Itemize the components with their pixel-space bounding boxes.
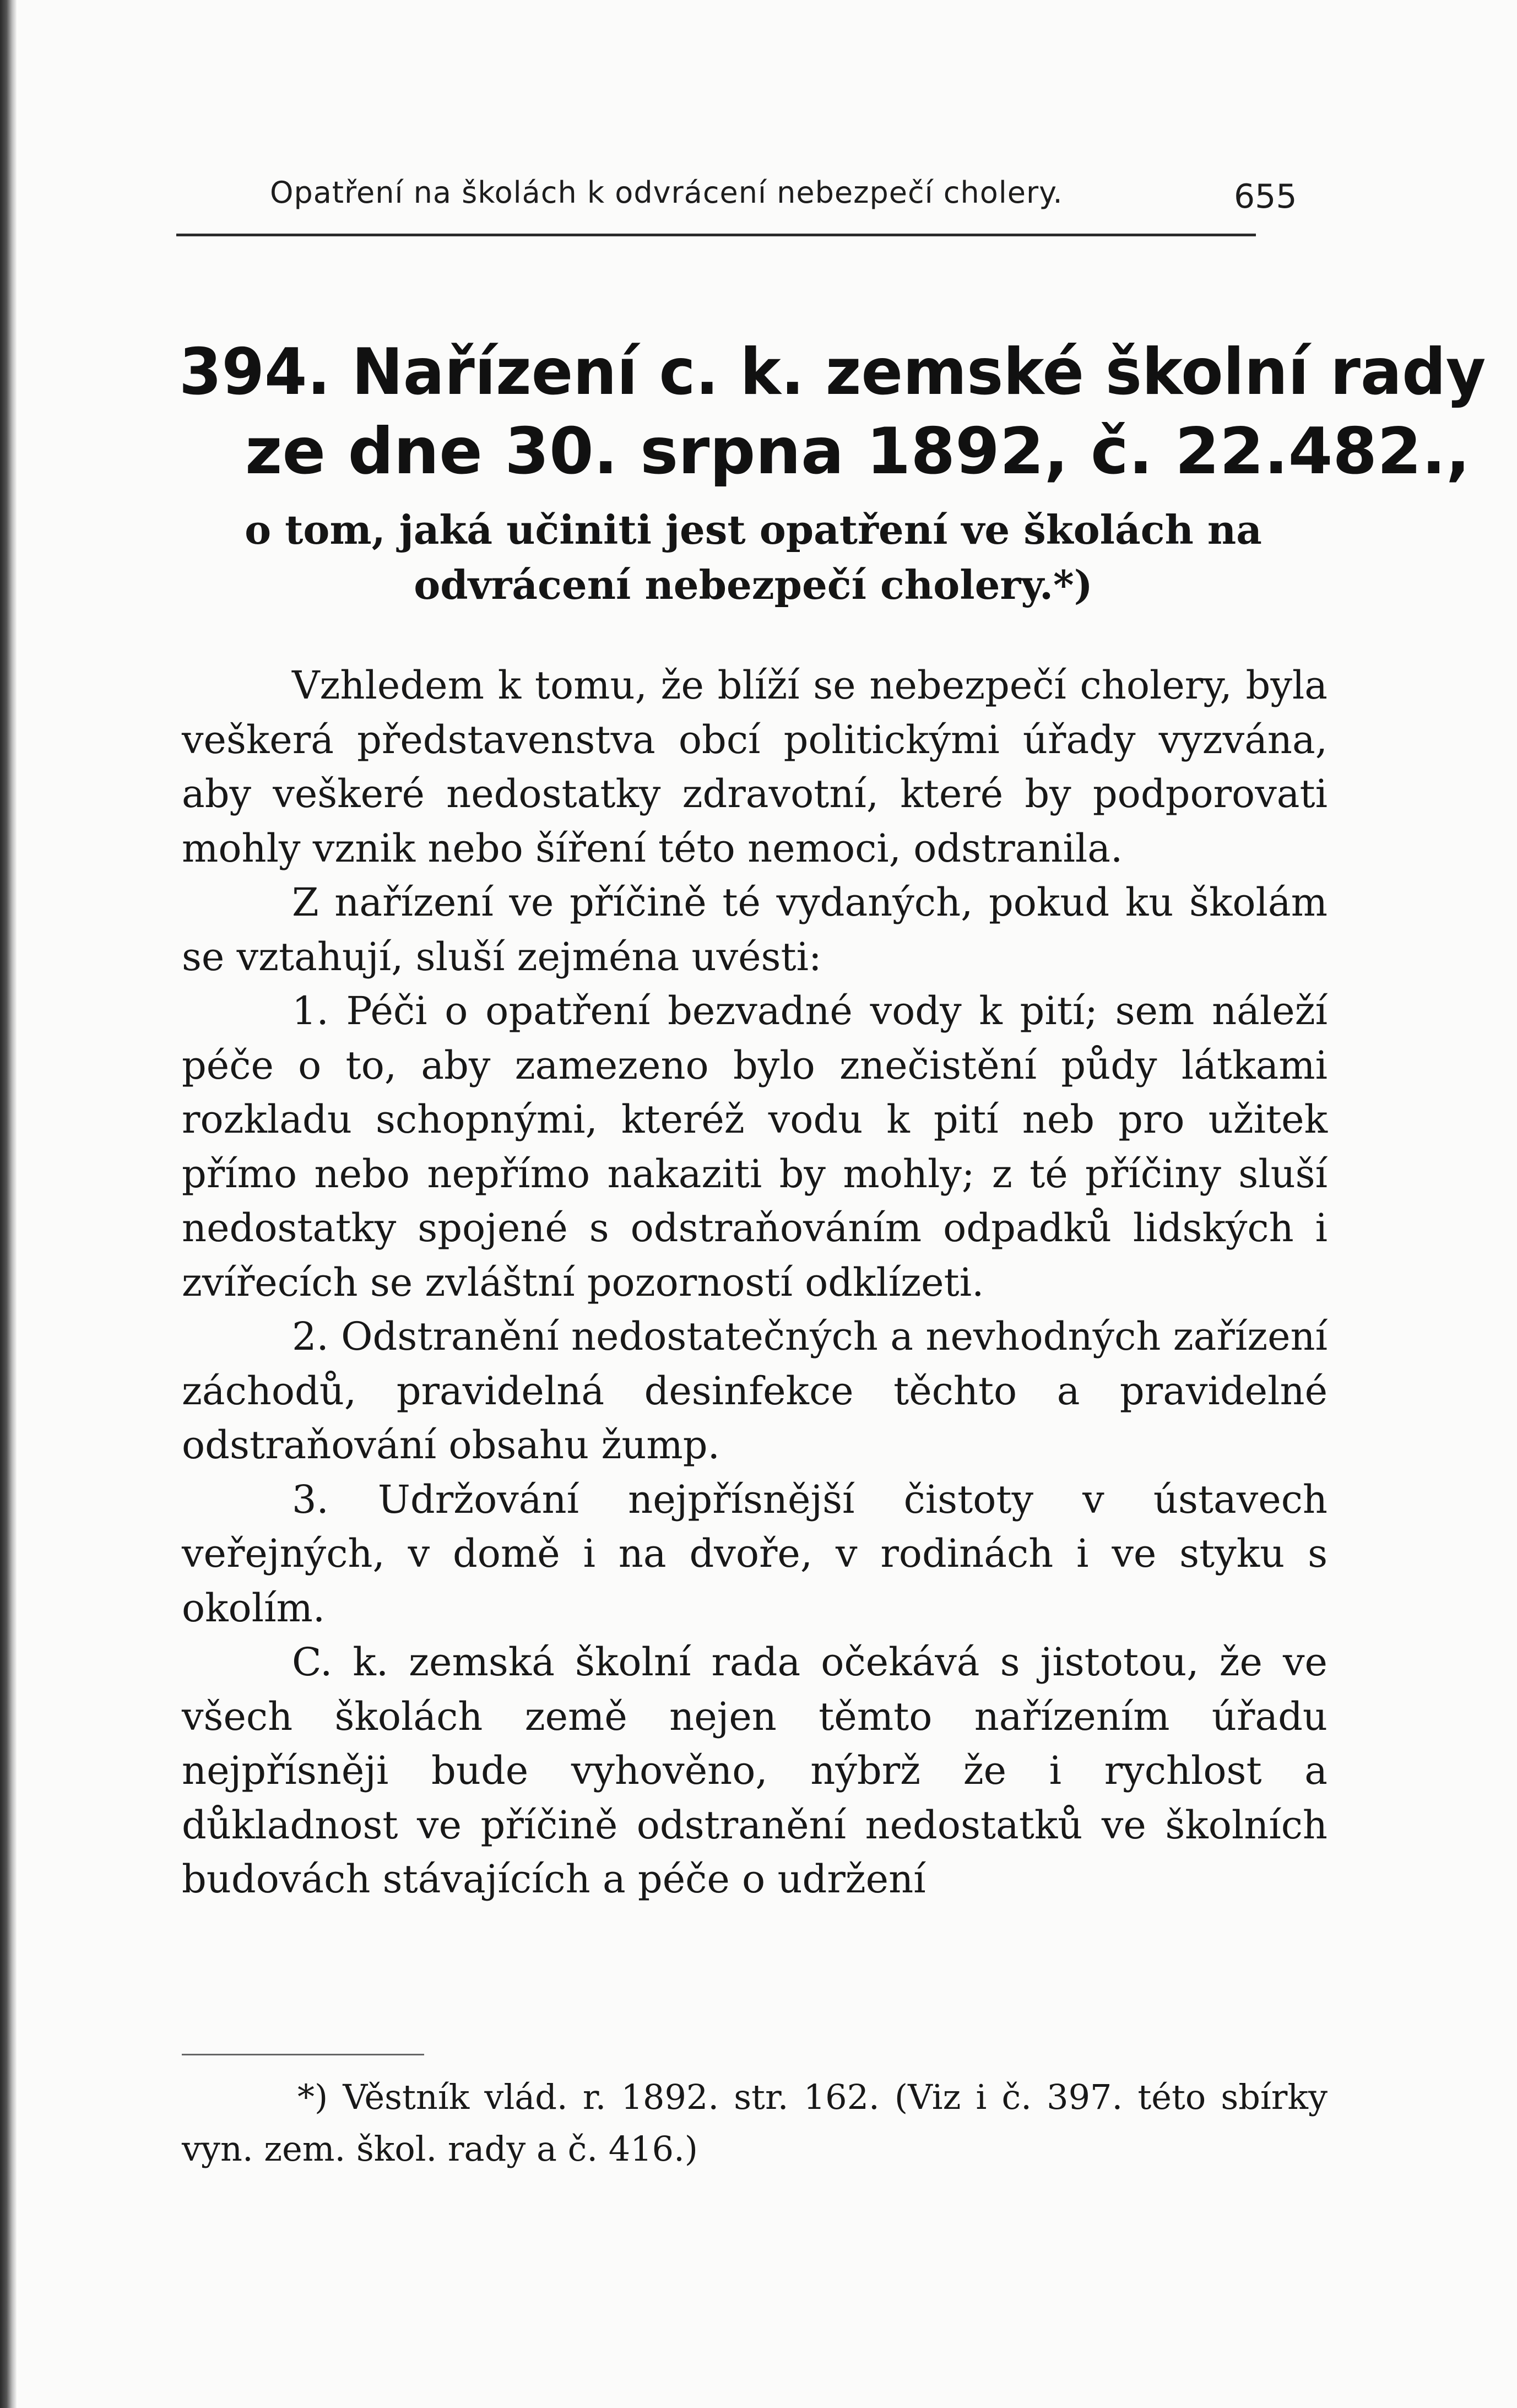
numbered-paragraph-2: 2. Odstranění nedostatečných a nevhodných zařízení záchodů, pravidelná desinfekce těchto a pravidelné odstraňování obsahu žump. <box>182 1314 1328 1468</box>
document-title-line-2: ze dne 30. srpna 1892, č. 22.482., <box>245 414 1470 489</box>
header-rule <box>176 234 1256 236</box>
numbered-paragraph-3: 3. Udržování nejpřísnější čistoty v ústavech veřejných, v domě i na dvoře, v rodinách i ve styku s okolím. <box>182 1476 1328 1631</box>
running-header: Opatření na školách k odvrácení nebezpečí cholery. <box>270 175 1063 210</box>
page-spine-edge <box>0 0 17 2408</box>
footnote-rule <box>182 2054 424 2055</box>
paragraph: C. k. zemská školní rada očekává s jistotou, že ve všech školách země nejen těmto nařízením úřadu nejpřísněji bude vyhověno, nýbrž že i rychlost a důkladnost ve příčině odstranění nedostatků ve školních budovách stávajících a péče o udržení <box>182 1639 1328 1902</box>
page-number: 655 <box>1234 177 1297 216</box>
document-subtitle: o tom, jaká učiniti jest opatření ve školách na odvrácení nebezpečí cholery.*) <box>245 506 1262 608</box>
paragraph: Vzhledem k tomu, že blíží se nebezpečí cholery, byla veškerá představenstva obcí politickými úřady vyzvána, aby veškeré nedostatky zdravotní, které by podporovati mohly vznik nebo šíření této nemoci, odstranila. <box>182 663 1328 871</box>
body-text <box>182 658 1328 1907</box>
document-title-line-1: 394. Nařízení c. k. zemské školní rady <box>179 335 1486 409</box>
numbered-paragraph-1: 1. Péči o opatření bezvadné vody k pití; sem náleží péče o to, aby zamezeno bylo znečistění půdy látkami rozkladu schopnými, kteréž vodu k pití neb pro užitek přímo nebo nepřímo nakaziti by mohly; z té příčiny sluší nedostatky spojené s odstraňováním odpadků lidských i zvířecích se zvláštní pozorností odklízeti. <box>182 988 1328 1305</box>
paragraph: Z nařízení ve příčině té vydaných, pokud ku školám se vztahují, sluší zejména uvésti: <box>182 880 1328 980</box>
footnote-text: *) Věstník vlád. r. 1892. str. 162. (Viz i č. 397. této sbírky vyn. zem. škol. rady a č. 416.) <box>182 2077 1328 2169</box>
footnote <box>182 2071 1328 2175</box>
